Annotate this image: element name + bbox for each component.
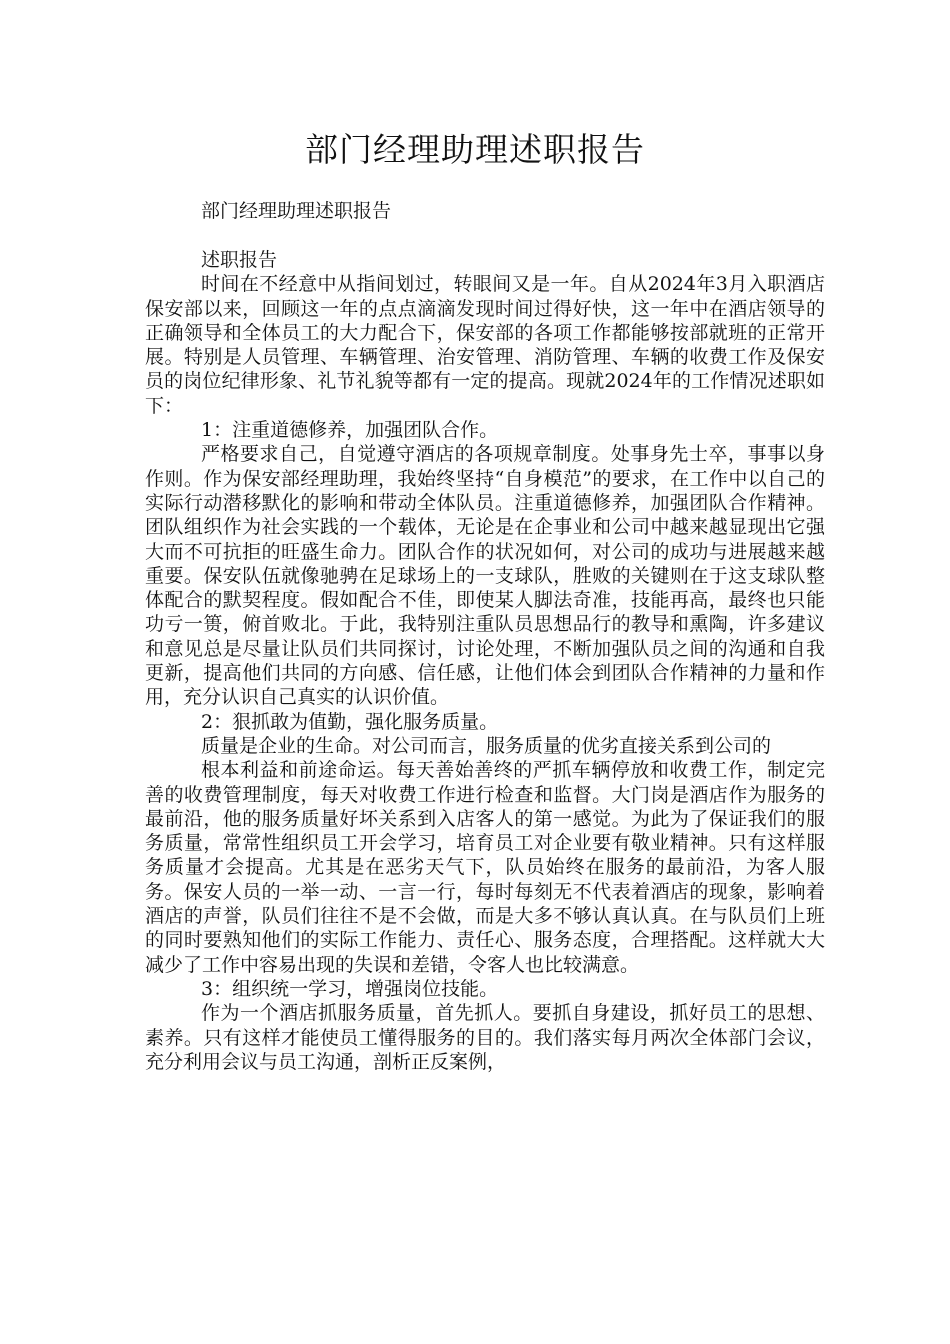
document-title: 部门经理助理述职报告 xyxy=(305,130,645,169)
paragraph: 根本利益和前途命运。每天善始善终的严抓车辆停放和收费工作，制定完善的收费管理制度，每天对收费工作进行检查和监督。大门岗是酒店作为服务的最前沿，他的服务质量好坏关系到入店客人的第一感觉。为此为了保证我们的服务质量，常常性组织员工开会学习，培育员工对企业要有敬业精神。只有这样服务质量才会提高。尤其是在恶劣天气下，队员始终在服务的最前沿，为客人服务。保安人员的一举一动、一言一行，每时每刻无不代表着酒店的现象，影响着酒店的声誉，队员们往往不是不会做，而是大多不够认真认真。在与队员们上班的同时要熟知他们的实际工作能力、责任心、服务态度，合理搭配。这样就大大减少了工作中容易出现的失误和差错，令客人也比较满意。 xyxy=(145,759,825,976)
section-heading: 2：狠抓敢为值勤，强化服务质量。 xyxy=(201,710,499,733)
paragraph-heading: 述职报告 xyxy=(201,249,278,271)
paragraph: 时间在不经意中从指间划过，转眼间又是一年。自从2024年3月入职酒店保安部以来，回顾这一年的点点滴滴发现时间过得好快，这一年中在酒店领导的正确领导和全体员工的大力配合下，保安部的各项工作都能够按部就班的正常开展。特别是人员管理、车辆管理、治安管理、消防管理、车辆的收费工作及保安员的岗位纪律形象、礼节礼貌等都有一定的提高。现就2024年的工作情况述职如下： xyxy=(145,273,825,417)
section-heading: 1：注重道德修养，加强团队合作。 xyxy=(201,419,499,442)
paragraph: 严格要求自己，自觉遵守酒店的各项规章制度。处事身先士卒，事事以身作则。作为保安部经理助理，我始终坚持“自身模范”的要求，在工作中以自己的实际行动潜移默化的影响和带动全体队员。注重道德修养，加强团队合作精神。团队组织作为社会实践的一个载体，无论是在企事业和公司中越来越显现出它强大而不可抗拒的旺盛生命力。团队合作的状况如何，对公司的成功与进展越来越重要。保安队伍就像驰骋在足球场上的一支球队，胜败的关键则在于这支球队整体配合的默契程度。假如配合不佳，即使某人脚法奇准，技能再高，最终也只能功亏一篑，俯首败北。于此，我特别注重队员思想品行的教导和熏陶，许多建议和意见总是尽量让队员们共同探讨，讨论处理，不断加强队员之间的沟通和自我更新，提高他们共同的方向感、信任感，让他们体会到团队合作精神的力量和作用，充分认识自己真实的认识价值。 xyxy=(145,443,825,709)
paragraph: 质量是企业的生命。对公司而言，服务质量的优劣直接关系到公司的 xyxy=(201,734,772,757)
document-subtitle: 部门经理助理述职报告 xyxy=(201,200,392,222)
document-body xyxy=(145,248,825,1074)
section-heading: 3：组织统一学习，增强岗位技能。 xyxy=(201,977,499,1000)
paragraph: 作为一个酒店抓服务质量，首先抓人。要抓自身建设，抓好员工的思想、素养。只有这样才能使员工懂得服务的目的。我们落实每月两次全体部门会议，充分利用会议与员工沟通，剖析正反案例， xyxy=(145,1002,825,1073)
